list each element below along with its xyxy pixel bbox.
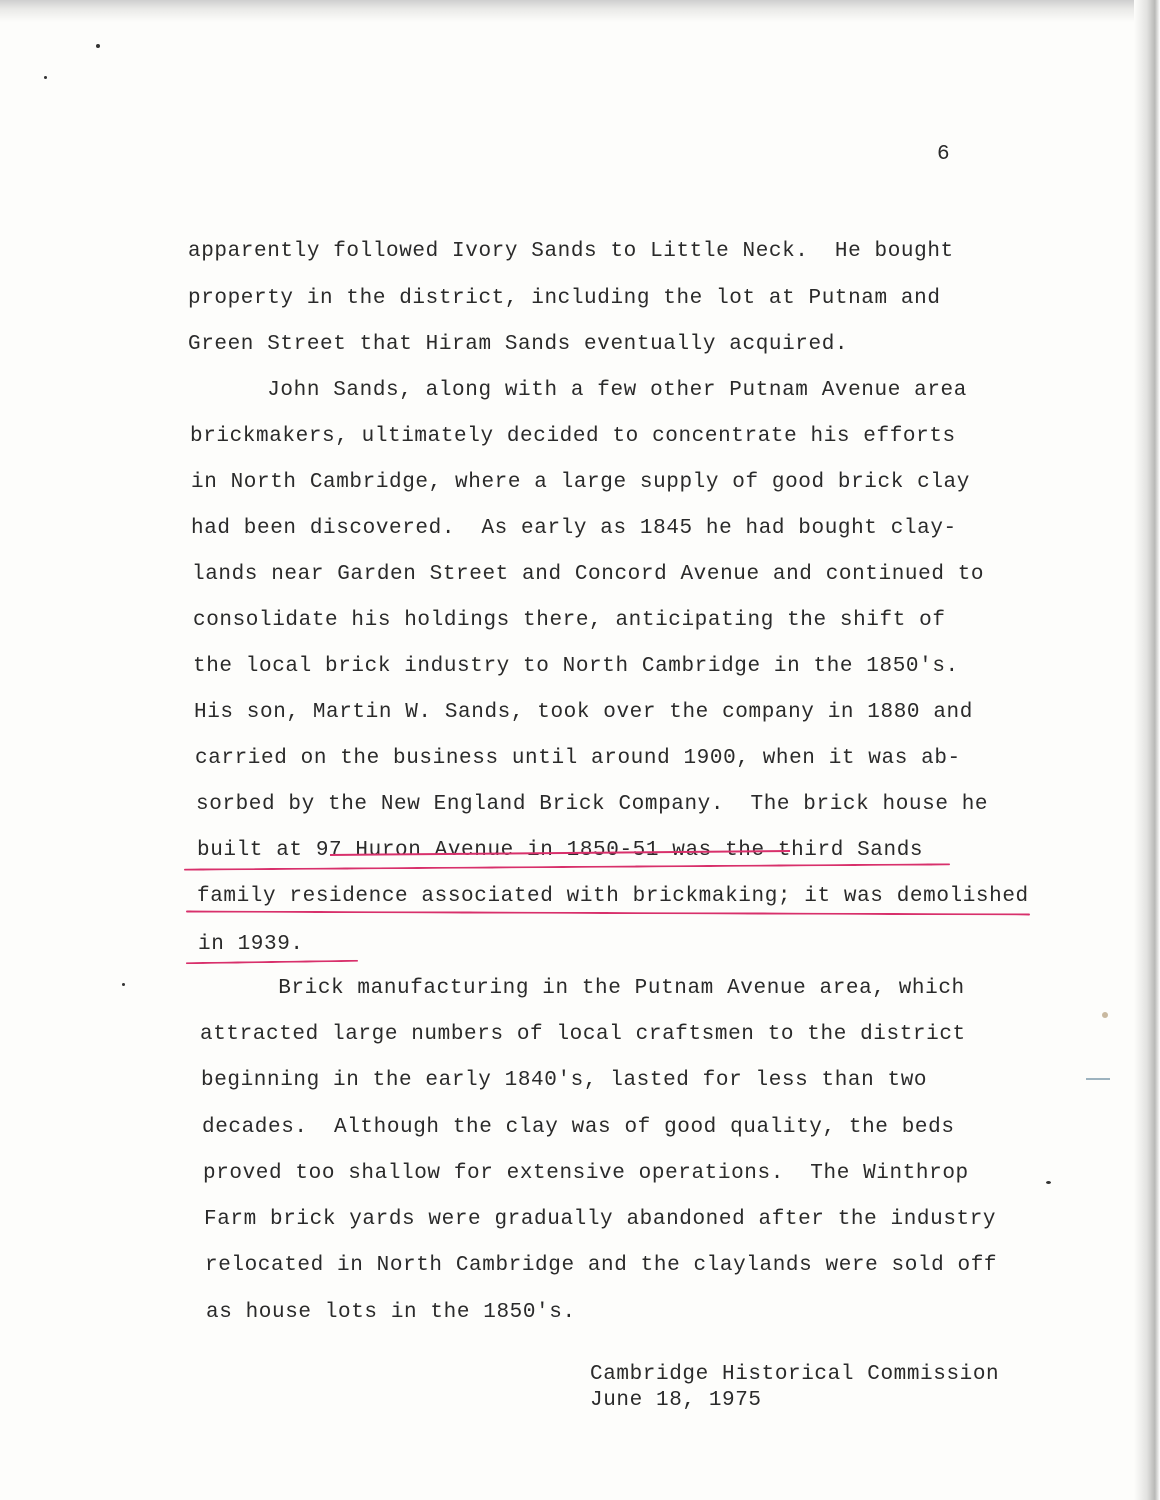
text-line: apparently followed Ivory Sands to Little Neck. He bought [188, 240, 954, 263]
scan-right-edge [1134, 0, 1160, 1500]
text-line: property in the district, including the lot at Putnam and [188, 287, 941, 310]
text-line: beginning in the early 1840's, lasted for less than two [201, 1069, 928, 1092]
scan-speck [96, 44, 100, 48]
text-line: had been discovered. As early as 1845 he had bought clay- [191, 517, 957, 540]
scan-speck [1046, 1181, 1051, 1184]
organization-name: Cambridge Historical Commission [590, 1363, 1000, 1386]
annotated-text-line: in 1939. [198, 933, 304, 956]
text-line: consolidate his holdings there, anticipating the shift of [193, 609, 946, 632]
text-line: attracted large numbers of local craftsmen to the district [200, 1023, 966, 1046]
text-line: proved too shallow for extensive operations. The Winthrop [203, 1162, 969, 1185]
scan-speck [1102, 1012, 1108, 1018]
text-line: in North Cambridge, where a large supply of good brick clay [191, 471, 970, 494]
signature-block [590, 1362, 999, 1414]
annotated-text-line: built at 97 Huron Avenue in 1850-51 was the third Sands [197, 839, 924, 862]
scan-top-edge [0, 0, 1160, 22]
annotated-text-line: family residence associated with brickmaking; it was demolished [197, 885, 1029, 908]
text-line: Farm brick yards were gradually abandoned after the industry [204, 1208, 997, 1231]
text-line: brickmakers, ultimately decided to concentrate his efforts [190, 425, 956, 448]
underline-mark [186, 960, 358, 964]
text-line: Green Street that Hiram Sands eventually acquired. [188, 333, 849, 356]
text-line: Brick manufacturing in the Putnam Avenue area, which [199, 977, 965, 1000]
text-line: lands near Garden Street and Concord Avenue and continued to [192, 563, 985, 586]
scan-speck [122, 983, 125, 986]
text-line: the local brick industry to North Cambridge in the 1850's. [193, 655, 959, 678]
text-line: sorbed by the New England Brick Company. The brick house he [196, 793, 989, 816]
document-date: June 18, 1975 [590, 1389, 762, 1412]
underline-mark [184, 863, 950, 870]
text-line: His son, Martin W. Sands, took over the company in 1880 and [194, 701, 973, 724]
text-line: carried on the business until around 1900, when it was ab- [195, 747, 961, 770]
underline-mark [186, 911, 1030, 916]
text-line: decades. Although the clay was of good quality, the beds [202, 1116, 955, 1139]
text-line: as house lots in the 1850's. [206, 1301, 576, 1324]
text-line: relocated in North Cambridge and the claylands were sold off [205, 1254, 998, 1277]
scan-speck [44, 76, 47, 79]
page-number: 6 [937, 143, 951, 166]
text-line: John Sands, along with a few other Putnam Avenue area [188, 379, 967, 402]
scan-mark [1086, 1078, 1110, 1080]
